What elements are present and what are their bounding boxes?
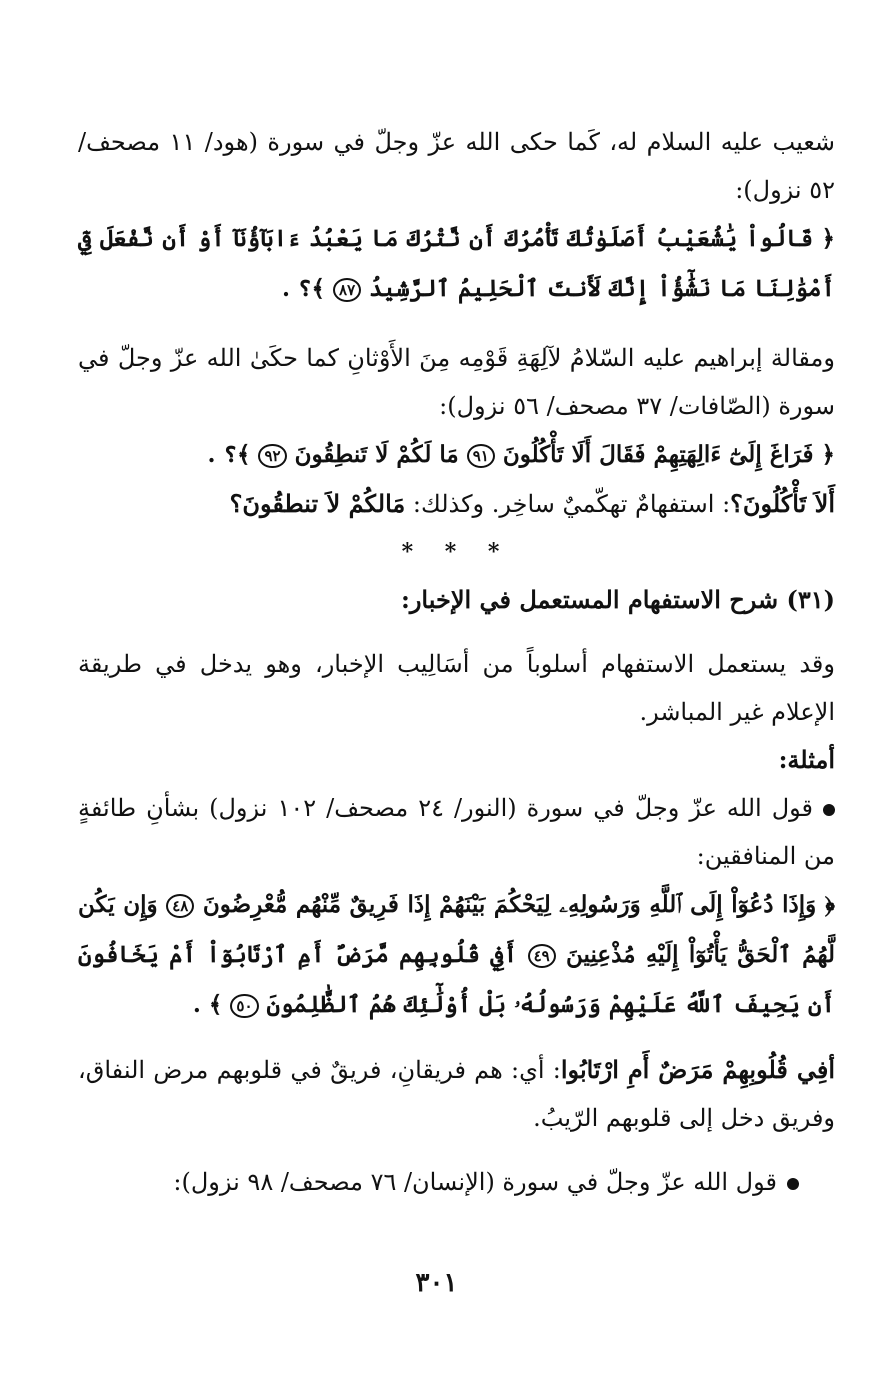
verse-number-mark: ٥٠ [230,994,258,1018]
verse-text: ﴿ وَإِذَا دُعُوٓاْ إِلَى ٱللَّهِ وَرَسُولِهِۦ لِيَحْكُمَ بَيْنَهُمْ إِذَا فَرِيقٌ مِّنْهُم مُّعْرِضُونَ [202,891,835,918]
page-number: ٣٠١ [415,1268,458,1298]
bullet-icon [787,1178,799,1190]
explanation-text: : استفهامٌ تهكّميٌ ساخِر. وكذلك: [405,490,731,518]
verse-close: ﴾؟ . [282,275,326,302]
verse-number-mark: ٩١ [467,444,495,468]
section-divider: * * * [401,539,512,565]
paragraph-commentary [78,1046,835,1142]
paragraph-definition: وقد يستعمل الاستفهام أسلوباً من أسَالِيب الإخبار، وهو يدخل في طريقة الإعلام غير المباشر. [78,650,835,726]
example-item-insan [78,1158,835,1206]
bold-quote: أفِي قُلُوبِهِمْ مَرَضٌ أَمِ ارْتَابُوا [560,1055,836,1084]
verse-number-mark: ٩٢ [258,444,286,468]
verse-text: أَفِي قُلُوبِهِم مَّرَضٌ أَمِ ٱرْتَابُوٓاْ أَمْ يَخَافُونَ أَن يَحِيفَ ٱللَّهُ عَلَيْهِمْ وَرَسُولُهُۥ بَلْ أُوْلَٰٓئِكَ هُمُ ٱلظَّٰلِمُونَ [78,941,835,1018]
bullet-icon [823,804,835,816]
verse-text: ﴿ قَالُواْ يَٰشُعَيْبُ أَصَلَوٰتُكَ تَأْمُرُكَ أَن نَّتْرُكَ مَا يَعْبُدُ ءَابَآؤُنَآ أَوْ أَن نَّفْعَلَ فِيٓ أَمْوَٰلِنَا مَا نَشَٰٓؤُاْ إِنَّكَ لَأَنتَ ٱلْحَلِيمُ ٱلرَّشِيدُ [78,225,835,302]
bold-quote: مَالكُمْ لاَ تنطقُونَ؟ [229,489,406,518]
example-item-nur [78,784,835,880]
verse-number-mark: ٨٧ [333,278,361,302]
section-heading: (٣١) شرح الاستفهام المستعمل في الإخبار: [400,585,835,614]
verse-close: ﴾ . [192,991,223,1018]
verse-number-mark: ٤٨ [166,894,194,918]
paragraph-explanation [78,480,835,528]
bold-quote: أَلاَ تَأْكُلُونَ؟ [730,489,835,518]
quran-verse-nur [78,880,835,1030]
verse-close: ﴾؟ . [207,441,251,468]
verse-text: مَا لَكُمْ لَا تَنطِقُونَ [294,441,459,468]
quran-verse-saffat [78,430,835,480]
verse-number-mark: ٤٩ [528,944,556,968]
examples-label: أمثلة: [778,745,835,774]
commentary-text: : أي: هم فريقانِ، فريقٌ في قلوبهم مرض النفاق، وفريق دخل إلى قلوبهم الرّيبُ. [78,1056,835,1132]
example-text: قول الله عزّ وجلّ في سورة (النور/ ٢٤ مصحف/ ١٠٢ نزول) بشأنِ طائفةٍ من المنافقين: [78,794,835,870]
paragraph-intro: شعيب عليه السلام له، كَما حكى الله عزّ وجلّ في سورة (هود/ ١١ مصحف/ ٥٢ نزول): [78,128,836,204]
text-column [78,118,835,1206]
paragraph-ibrahim: ومقالة إبراهيم عليه السّلامُ لآلِهَةِ قَوْمِه مِنَ الأَوْثانِ كما حكَىٰ الله عزّ وجلّ في سورة (الصّافات/ ٣٧ مصحف/ ٥٦ نزول): [78,344,835,420]
verse-text: ﴿ فَرَاغَ إِلَىٰٓ ءَالِهَتِهِمْ فَقَالَ أَلَا تَأْكُلُونَ [502,441,835,468]
verse-text: وَإِن يَكُن لَّهُمُ ٱلْحَقُّ يَأْتُوٓاْ إِلَيْهِ مُذْعِنِينَ [78,891,836,968]
example-text: قول الله عزّ وجلّ في سورة (الإنسان/ ٧٦ مصحف/ ٩٨ نزول): [173,1168,777,1196]
quran-verse-hud [78,214,835,314]
